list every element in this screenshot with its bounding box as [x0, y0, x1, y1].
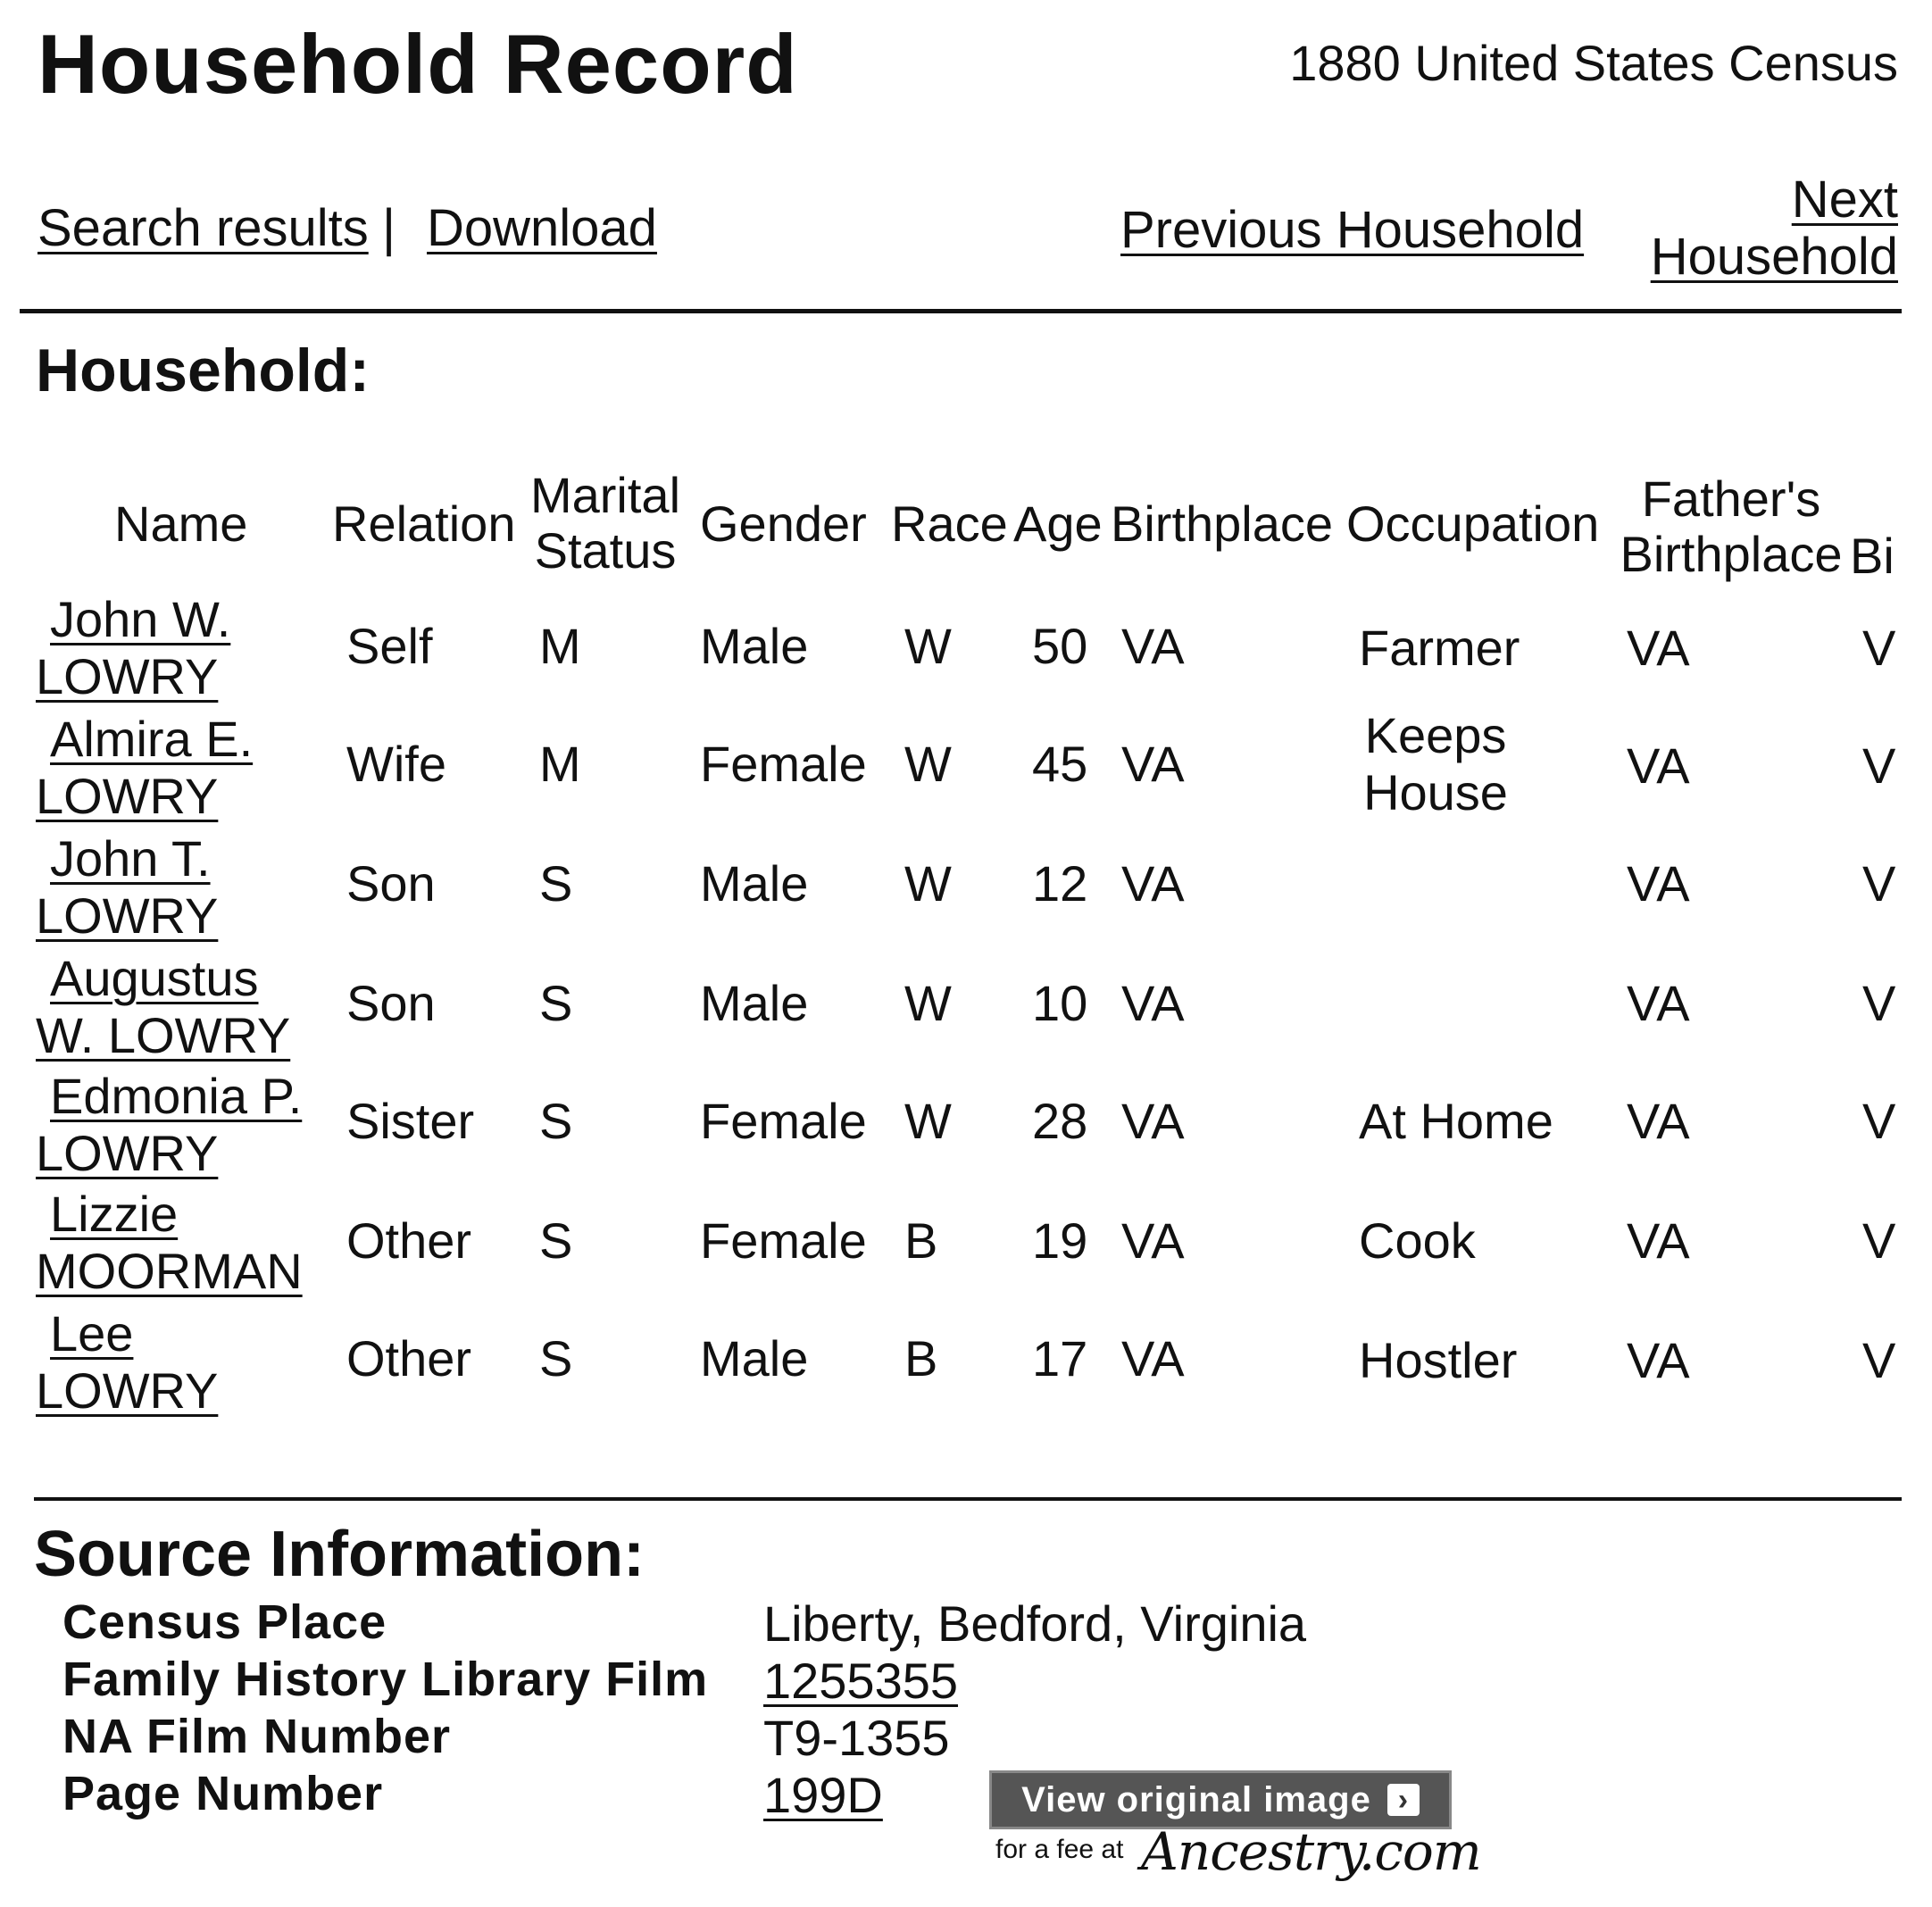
view-original-image-label: View original image [1021, 1779, 1371, 1820]
search-results-link[interactable]: Search results [37, 199, 369, 257]
name-first: Almira E. [50, 711, 254, 767]
relation-cell: Son [346, 855, 436, 912]
table-row [0, 1175, 1932, 1299]
marital-cell: M [539, 736, 581, 792]
gender-cell: Female [700, 736, 867, 792]
household-heading: Household: [36, 337, 370, 404]
col-header-father-line2: Birthplace [1620, 526, 1843, 582]
birthplace-cell: VA [1121, 1212, 1185, 1269]
relation-cell: Wife [346, 736, 446, 792]
col-header-race: Race [891, 495, 1008, 552]
gender-cell: Female [700, 1093, 867, 1149]
race-cell: W [904, 975, 952, 1031]
gender-cell: Female [700, 1212, 867, 1269]
person-name-link[interactable] [36, 950, 290, 1064]
race-cell: B [904, 1330, 938, 1387]
census-place-label: Census Place [62, 1595, 387, 1649]
person-name-link[interactable] [36, 1186, 303, 1300]
father-birthplace-cell: VA [1627, 1093, 1690, 1149]
col-header-occupation: Occupation [1346, 495, 1600, 552]
age-cell: 12 [1032, 855, 1088, 912]
gender-cell: Male [700, 855, 809, 912]
next-household-link[interactable] [1630, 171, 1898, 286]
age-cell: 17 [1032, 1330, 1088, 1387]
marital-cell: S [539, 855, 573, 912]
relation-cell: Son [346, 975, 436, 1031]
fhl-film-label: Family History Library Film [62, 1653, 709, 1706]
birthplace-cell: VA [1121, 1093, 1185, 1149]
occupation-cell: At Home [1359, 1093, 1553, 1149]
person-name-link[interactable] [36, 1068, 302, 1182]
col-header-mother-birthplace: Bi [1850, 528, 1895, 584]
name-last: W. LOWRY [36, 1007, 291, 1063]
relation-cell: Sister [346, 1093, 475, 1149]
mother-birthplace-cell: V [1862, 1093, 1896, 1149]
mother-birthplace-cell: V [1862, 855, 1896, 912]
name-first: Edmonia P. [50, 1068, 303, 1124]
download-link[interactable]: Download [427, 199, 657, 257]
col-header-marital-status [525, 468, 686, 579]
age-cell: 45 [1032, 736, 1088, 792]
na-film-label: NA Film Number [62, 1710, 452, 1763]
birthplace-cell: VA [1121, 975, 1185, 1031]
marital-cell: S [539, 1093, 573, 1149]
gender-cell: Male [700, 618, 809, 674]
name-last: MOORMAN [36, 1243, 303, 1299]
age-cell: 28 [1032, 1093, 1088, 1149]
marital-cell: S [539, 1330, 573, 1387]
mother-birthplace-cell: V [1862, 975, 1896, 1031]
table-row [0, 1295, 1932, 1419]
birthplace-cell: VA [1121, 618, 1185, 674]
col-header-father-line1: Father's [1641, 471, 1821, 527]
age-cell: 10 [1032, 975, 1088, 1031]
birthplace-cell: VA [1121, 736, 1185, 792]
table-row [0, 939, 1932, 1063]
nav-separator: | [382, 199, 396, 257]
census-name: 1880 United States Census [1289, 35, 1898, 91]
next-household-line2: Household [1650, 228, 1898, 286]
birthplace-cell: VA [1121, 855, 1185, 912]
relation-cell: Self [346, 618, 433, 674]
col-header-marital-line1: Marital [529, 467, 681, 523]
name-last: LOWRY [36, 1362, 219, 1419]
race-cell: B [904, 1212, 938, 1269]
na-film-value: T9-1355 [763, 1710, 950, 1766]
fee-note: for a fee at [995, 1835, 1124, 1864]
occupation-cell: Cook [1359, 1212, 1476, 1269]
name-first: Lee [50, 1305, 134, 1362]
mother-birthplace-cell: V [1862, 737, 1896, 794]
father-birthplace-cell: VA [1627, 975, 1690, 1031]
occupation-cell: Farmer [1359, 620, 1520, 676]
table-row [0, 820, 1932, 944]
name-last: LOWRY [36, 648, 219, 704]
father-birthplace-cell: VA [1627, 855, 1690, 912]
col-header-name: Name [114, 495, 248, 552]
source-heading: Source Information: [34, 1519, 645, 1590]
mother-birthplace-cell: V [1862, 620, 1896, 676]
father-birthplace-cell: VA [1627, 1332, 1690, 1388]
mother-birthplace-cell: V [1862, 1332, 1896, 1388]
occupation-line2: House [1363, 764, 1508, 820]
race-cell: W [904, 1093, 952, 1149]
census-place-value: Liberty, Bedford, Virginia [763, 1595, 1307, 1652]
age-cell: 19 [1032, 1212, 1088, 1269]
marital-cell: S [539, 975, 573, 1031]
header-divider [20, 309, 1902, 313]
occupation-cell [1346, 707, 1525, 821]
race-cell: W [904, 736, 952, 792]
ancestry-logo[interactable]: Ancestry.com [1141, 1821, 1481, 1882]
page-number-link[interactable]: 199D [763, 1767, 883, 1823]
person-name-link[interactable] [36, 1305, 218, 1420]
name-last: LOWRY [36, 768, 219, 824]
table-row [0, 700, 1932, 824]
col-header-age: Age [1013, 495, 1103, 552]
source-divider [34, 1497, 1902, 1501]
occupation-line1: Keeps [1364, 707, 1507, 763]
marital-cell: M [539, 618, 581, 674]
name-first: John W. [50, 591, 231, 647]
occupation-cell: Hostler [1359, 1332, 1518, 1388]
relation-cell: Other [346, 1330, 472, 1387]
father-birthplace-cell: VA [1627, 620, 1690, 676]
name-first: John T. [50, 830, 211, 887]
age-cell: 50 [1032, 618, 1088, 674]
birthplace-cell: VA [1121, 1330, 1185, 1387]
person-name-link[interactable] [36, 711, 253, 825]
race-cell: W [904, 855, 952, 912]
col-header-birthplace: Birthplace [1111, 495, 1334, 552]
race-cell: W [904, 618, 952, 674]
father-birthplace-cell: VA [1627, 1212, 1690, 1269]
table-row [0, 1057, 1932, 1181]
name-last: LOWRY [36, 887, 219, 944]
col-header-gender: Gender [700, 495, 867, 552]
person-name-link[interactable] [36, 591, 230, 705]
next-household-line1: Next [1791, 171, 1898, 229]
mother-birthplace-cell: V [1862, 1212, 1896, 1269]
relation-cell: Other [346, 1212, 472, 1269]
fhl-film-link[interactable]: 1255355 [763, 1653, 959, 1709]
col-header-father-birthplace [1616, 471, 1846, 582]
col-header-marital-line2: Status [534, 522, 677, 579]
person-name-link[interactable] [36, 830, 218, 945]
table-row [0, 580, 1932, 704]
father-birthplace-cell: VA [1627, 737, 1690, 794]
name-first: Lizzie [50, 1186, 179, 1242]
name-first: Augustus [50, 950, 259, 1006]
marital-cell: S [539, 1212, 573, 1269]
col-header-relation: Relation [332, 495, 516, 552]
page-number-label: Page Number [62, 1767, 384, 1820]
name-last: LOWRY [36, 1125, 219, 1181]
chevron-right-icon: › [1387, 1784, 1420, 1816]
page-title: Household Record [37, 17, 798, 111]
gender-cell: Male [700, 975, 809, 1031]
previous-household-link[interactable]: Previous Household [1120, 201, 1585, 259]
gender-cell: Male [700, 1330, 809, 1387]
